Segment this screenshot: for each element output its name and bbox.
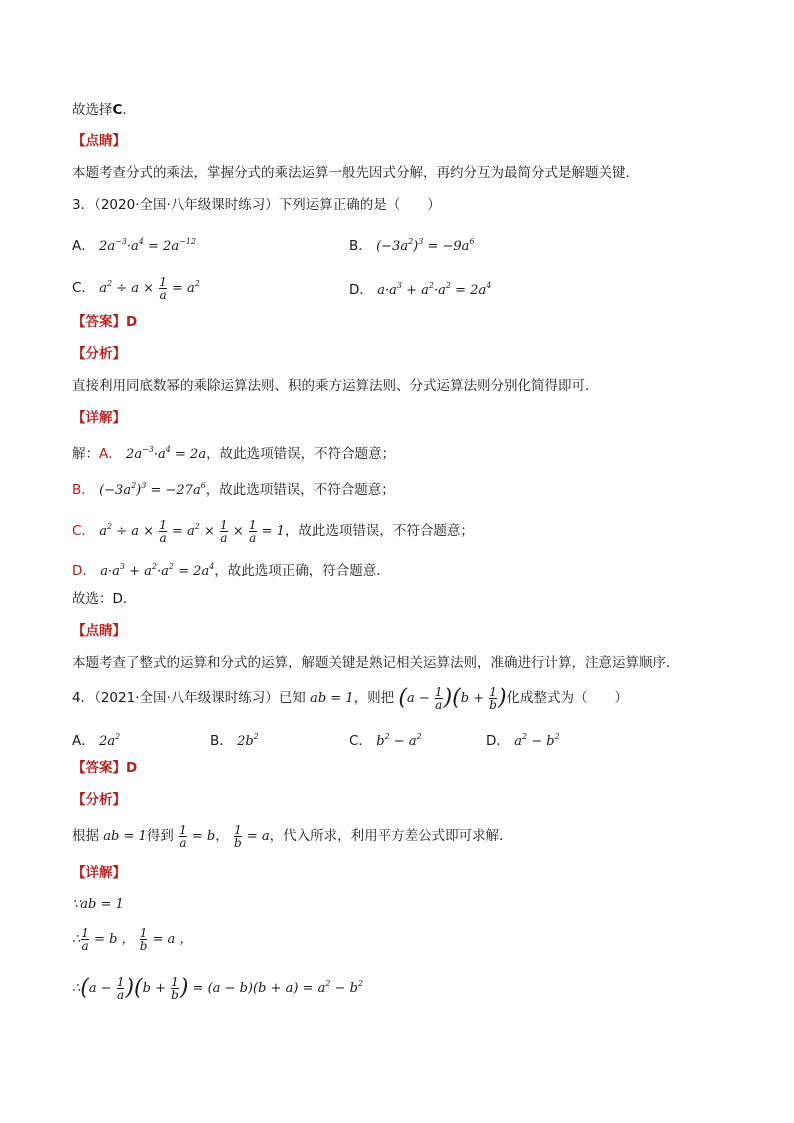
q4-step-3: ∴(a − $\frac{1}{a}$ )(b + $\frac{1}{b}$ ) = $(a - b)(b + a) = a^2 - b^2$ bbox=[72, 975, 364, 1002]
q4-analysis-expr-2: $\frac{1}{a}$ = b bbox=[179, 823, 216, 850]
q3-detail-a-expr: $2a^{-3}\cdot a^4 = 2a$ bbox=[126, 445, 207, 462]
q3-option-c bbox=[72, 274, 200, 301]
q4-option-a-expr: $2a^2$ bbox=[99, 732, 121, 749]
q4-analysis-part-b: 得到 bbox=[146, 828, 174, 844]
choice-end: ． bbox=[122, 102, 136, 118]
q4-option-c-expr: $b^2 - a^2$ bbox=[376, 732, 422, 749]
q4-analysis-expr-3: $\frac{1}{b}$ = a bbox=[234, 823, 270, 850]
q3-detail-d bbox=[72, 557, 390, 582]
choice-line-1 bbox=[72, 100, 136, 120]
q3-detail-c-text: ，故此选项错误，不符合题意； bbox=[284, 523, 474, 539]
q4-analysis-part-c: ，代入所求，利用平方差公式即可求解． bbox=[269, 828, 513, 844]
dianjing-label-1: 【点睛】 bbox=[72, 133, 126, 149]
q4-stem-part-c: 化成整式为（ ） bbox=[506, 690, 629, 706]
q4-given-expr: ab = 1 bbox=[310, 691, 354, 706]
q4-option-b-expr: $2b^2$ bbox=[237, 732, 259, 749]
q3-detail-b bbox=[72, 476, 395, 501]
q4-analysis-part-a: 根据 bbox=[72, 828, 99, 844]
q3-option-a-label: A． bbox=[72, 238, 95, 254]
q4-option-d-label: D． bbox=[486, 733, 510, 749]
q4-option-d-expr: $a^2 - b^2$ bbox=[514, 732, 560, 749]
summary-1: 本题考查分式的乘法，掌握分式的乘法运算一般先因式分解，再约分互为最简分式是解题关键． bbox=[72, 165, 639, 181]
q3-answer-value: D bbox=[126, 314, 138, 330]
q3-detail-c-expr: $a^2 \div a$ × $\frac{1}{a}$ = $a^2$ × $\frac{1}{a}$ × $\frac{1}{a}$ = 1 bbox=[99, 518, 285, 545]
q4-option-b bbox=[210, 727, 259, 752]
q3-detail-d-expr: $a\cdot a^3 + a^2\cdot a^2 = 2a^4$ bbox=[100, 562, 215, 579]
q3-detail-b-tag: B． bbox=[72, 482, 95, 498]
q3-option-a-expr: $2a^{-3}\cdot a^4 = 2a^{-12}$ bbox=[99, 237, 196, 254]
q3-detail-d-text: ，故此选项正确，符合题意． bbox=[214, 563, 390, 579]
q4-analysis-expr-1: ab = 1 bbox=[103, 829, 147, 844]
q4-answer-label: 【答案】 bbox=[72, 760, 126, 776]
q3-summary: 本题考查了整式的运算和分式的运算，解题关键是熟记相关运算法则，准确进行计算，注意运算顺序． bbox=[72, 655, 680, 671]
q3-option-b-expr: $(-3a^2)^3 = -9a^6$ bbox=[376, 237, 475, 254]
q4-answer-line bbox=[72, 758, 137, 778]
q4-answer-value: D bbox=[126, 760, 138, 776]
q3-option-d-label: D． bbox=[349, 282, 373, 298]
q3-detail-a-tag: A． bbox=[99, 446, 122, 462]
q3-option-c-label: C． bbox=[72, 280, 95, 296]
q3-option-d bbox=[349, 276, 491, 301]
q3-detail-d-tag: D． bbox=[72, 563, 96, 579]
q3-option-d-expr: $a\cdot a^3 + a^2\cdot a^2 = 2a^4$ bbox=[377, 281, 492, 298]
q3-detail-b-expr: $(-3a^2)^3 = -27a^6$ bbox=[99, 481, 206, 498]
q4-step-2: ∴ $\frac{1}{a}$ = b ， $\frac{1}{b}$ = a ， bbox=[72, 926, 193, 953]
q4-analysis-label: 【分析】 bbox=[72, 792, 126, 808]
q3-detail-b-text: ，故此选项错误，不符合题意； bbox=[205, 482, 395, 498]
q4-target-expr: (a − $\frac{1}{a}$ )(b + $\frac{1}{b}$ ) bbox=[398, 685, 507, 712]
q4-option-c-label: C． bbox=[349, 733, 372, 749]
q3-detail-a bbox=[72, 440, 395, 465]
q3-detail-label: 【详解】 bbox=[72, 410, 126, 426]
q4-stem bbox=[72, 686, 628, 711]
q4-analysis-text: 根据 ab = 1得到 $\frac{1}{a}$ = b， $\frac{1}{b}$ = a，代入所求，利用平方差公式即可求解． bbox=[72, 823, 513, 850]
q3-option-c-expr: $a^2 \div a$ × $\frac{1}{a}$ = $a^2$ bbox=[99, 275, 200, 302]
q3-choose: 故选：D． bbox=[72, 591, 137, 607]
q4-option-a-label: A． bbox=[72, 733, 95, 749]
q3-answer-label: 【答案】 bbox=[72, 314, 126, 330]
choice-answer: C bbox=[112, 102, 123, 118]
q3-stem: 3．（2020·全国·八年级课时练习）下列运算正确的是（ ） bbox=[72, 197, 441, 213]
q3-detail-prefix: 解： bbox=[72, 446, 99, 462]
q3-answer-line bbox=[72, 312, 137, 332]
q4-detail-label: 【详解】 bbox=[72, 865, 126, 881]
q3-dianjing-label: 【点睛】 bbox=[72, 623, 126, 639]
q4-stem-part-b: ，则把 bbox=[353, 690, 395, 706]
q4-option-b-label: B． bbox=[210, 733, 233, 749]
q4-option-a bbox=[72, 727, 120, 752]
q3-detail-c-tag: C． bbox=[72, 523, 95, 539]
q3-detail-c bbox=[72, 517, 474, 544]
q3-detail-a-text: ，故此选项错误，不符合题意； bbox=[206, 446, 396, 462]
q4-step-1: ∵ab = 1 bbox=[72, 897, 124, 912]
q3-analysis-text: 直接利用同底数幂的乘除运算法则、积的乘方运算法则、分式运算法则分别化简得即可． bbox=[72, 378, 599, 394]
q4-option-d bbox=[486, 727, 560, 752]
q3-option-b bbox=[349, 232, 475, 257]
q3-analysis-label: 【分析】 bbox=[72, 346, 126, 362]
q3-option-a bbox=[72, 232, 196, 257]
q4-option-c bbox=[349, 727, 422, 752]
q3-option-b-label: B． bbox=[349, 238, 372, 254]
choice-text: 故选择 bbox=[72, 102, 113, 118]
q4-stem-part-a: 4．（2021·全国·八年级课时练习）已知 bbox=[72, 690, 306, 706]
